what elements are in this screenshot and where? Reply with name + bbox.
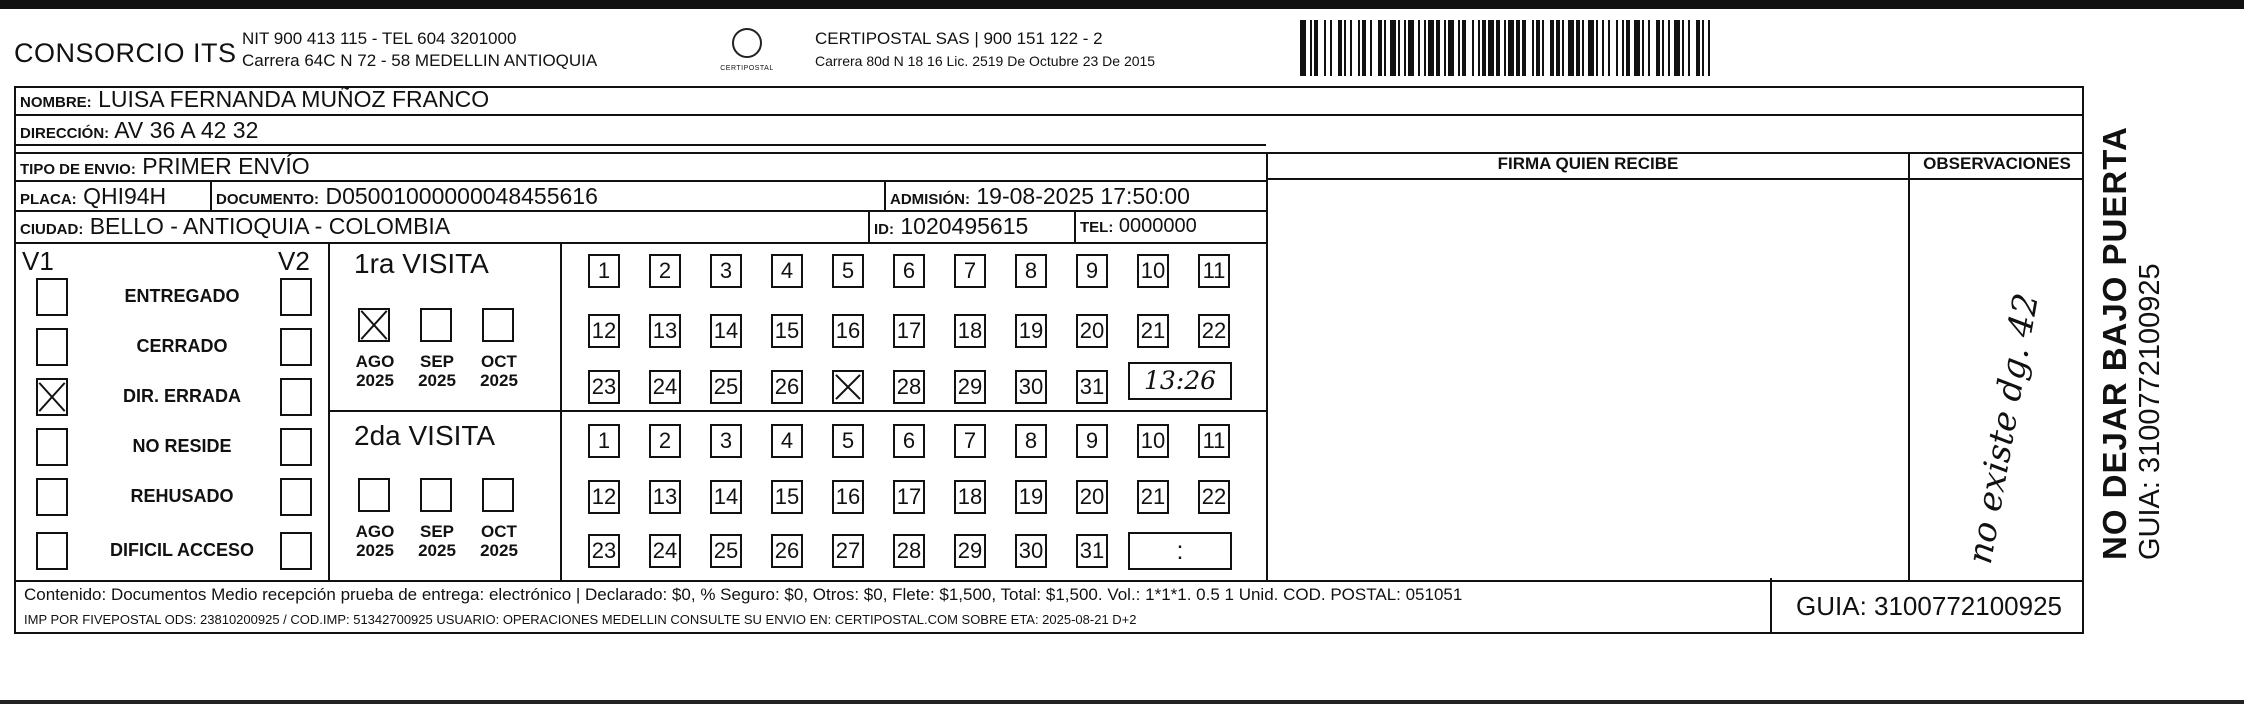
observaciones-header: OBSERVACIONES: [1923, 154, 2071, 173]
visit1-month-label: [346, 352, 404, 390]
carrier-info: [815, 28, 1155, 72]
documento-row: [216, 183, 598, 210]
visit2-day-box[interactable]: 4: [771, 424, 803, 458]
visit2-time: :: [1128, 532, 1232, 570]
row-divider: [14, 242, 1266, 244]
month-year: 2025: [356, 541, 394, 560]
status-label: DIR. ERRADA: [122, 386, 241, 406]
placa-label: PLACA:: [20, 191, 77, 208]
visit1-month-checkbox[interactable]: [358, 308, 390, 342]
month-name: AGO: [355, 352, 395, 371]
visit2-day-box[interactable]: 30: [1015, 534, 1047, 568]
visit1-day-box[interactable]: 1: [588, 254, 620, 288]
v2-checkbox[interactable]: [280, 328, 312, 366]
v1-checkbox[interactable]: [36, 378, 68, 416]
ciudad-value: BELLO - ANTIOQUIA - COLOMBIA: [89, 213, 451, 239]
visit2-day-box[interactable]: 2: [649, 424, 681, 458]
cell-divider: [884, 182, 886, 210]
visit2-day-box[interactable]: 9: [1076, 424, 1108, 458]
row-divider: [14, 114, 2084, 116]
visit1-day-box[interactable]: 9: [1076, 254, 1108, 288]
status-label: NO RESIDE: [132, 436, 232, 456]
row-divider: [14, 144, 1266, 146]
visit2-day-box[interactable]: 3: [710, 424, 742, 458]
visit2-day-box[interactable]: 10: [1137, 424, 1169, 458]
status-label: ENTREGADO: [124, 286, 240, 306]
visit2-day-box[interactable]: 29: [954, 534, 986, 568]
admision-value: 19-08-2025 17:50:00: [976, 183, 1190, 209]
visit1-day-box[interactable]: 18: [954, 314, 986, 348]
firma-header-divider: [1266, 178, 1908, 180]
visit2-day-box[interactable]: 14: [710, 480, 742, 514]
visit1-day-box[interactable]: 5: [832, 254, 864, 288]
documento-value: D05001000000048455616: [325, 183, 598, 209]
visit1-day-box[interactable]: 24: [649, 370, 681, 404]
visit2-day-box[interactable]: 24: [649, 534, 681, 568]
v2-checkbox[interactable]: [280, 428, 312, 466]
v1-checkbox[interactable]: [36, 328, 68, 366]
visit1-month-label: [408, 352, 466, 390]
visit1-day-box[interactable]: 11: [1198, 254, 1230, 288]
ciudad-row: [20, 213, 450, 240]
carrier-nit: CERTIPOSTAL SAS | 900 151 122 - 2: [815, 29, 1103, 48]
visit1-day-box[interactable]: 15: [771, 314, 803, 348]
barcode: [1300, 20, 1932, 76]
visit2-day-box[interactable]: 5: [832, 424, 864, 458]
visit1-day-box[interactable]: 26: [771, 370, 803, 404]
footer-imp: IMP POR FIVEPOSTAL ODS: 23810200925 / COD.IMP: 51342700925 USUARIO: OPERACIONES MEDELLIN CONSULTE SU ENVIO EN: CERTIPOSTAL.COM SOBRE ETA: 2025-08-21 D+2: [24, 612, 1137, 627]
tipo-row: [20, 153, 310, 180]
logo-caption: CERTIPOSTAL: [720, 65, 774, 72]
visit1-day-box[interactable]: 22: [1198, 314, 1230, 348]
company-nit: NIT 900 413 115 - TEL 604 3201000: [242, 29, 517, 48]
visit2-month-label: [408, 522, 466, 560]
visit1-day-box[interactable]: 16: [832, 314, 864, 348]
top-border: [0, 0, 2244, 9]
visit2-day-box[interactable]: 15: [771, 480, 803, 514]
nombre-value: LUISA FERNANDA MUÑOZ FRANCO: [98, 86, 490, 112]
v1-checkbox[interactable]: [36, 428, 68, 466]
v2-checkbox[interactable]: [280, 532, 312, 570]
nombre-label: NOMBRE:: [20, 94, 92, 111]
visit1-day-box[interactable]: 6: [893, 254, 925, 288]
month-name: OCT: [481, 522, 517, 541]
visit1-day-box[interactable]: 30: [1015, 370, 1047, 404]
side-warning: NO DEJAR BAJO PUERTA: [2096, 126, 2133, 560]
visit1-day-box[interactable]: 25: [710, 370, 742, 404]
visit2-day-box[interactable]: 17: [893, 480, 925, 514]
documento-label: DOCUMENTO:: [216, 191, 320, 208]
footer-contenido: Contenido: Documentos Medio recepción prueba de entrega: electrónico | Declarado: $0, % Seguro: $0, Otros: $0, Flete: $1,500, Total: $1,500. Vol.: 1*1*1. 0.5 1 Unid. COD. POSTAL: 051051: [24, 585, 1463, 604]
tel-label: TEL:: [1080, 219, 1114, 236]
cell-divider: [868, 210, 870, 242]
visit1-month-checkbox[interactable]: [420, 308, 452, 342]
visit2-day-box[interactable]: 7: [954, 424, 986, 458]
placa-value: QHI94H: [83, 183, 167, 209]
obs-header-divider: [1908, 178, 2084, 180]
firma-divider: [1266, 152, 1268, 580]
id-label: ID:: [874, 221, 894, 238]
visit1-day-box[interactable]: [832, 370, 864, 404]
visit2-day-box[interactable]: 12: [588, 480, 620, 514]
side-guia: GUIA: 3100772100925: [2134, 263, 2166, 560]
visit2-day-box[interactable]: 11: [1198, 424, 1230, 458]
visit1-day-box[interactable]: 23: [588, 370, 620, 404]
visit1-day-box[interactable]: 12: [588, 314, 620, 348]
visit1-day-box[interactable]: 28: [893, 370, 925, 404]
visit1-time: 13:26: [1128, 362, 1232, 400]
status-label: REHUSADO: [130, 486, 234, 506]
tel-value: 0000000: [1118, 215, 1197, 237]
visit1-title: 1ra VISITA: [354, 248, 489, 279]
visit2-month-label: [346, 522, 404, 560]
visit2-day-box[interactable]: 31: [1076, 534, 1108, 568]
month-year: 2025: [356, 371, 394, 390]
id-row: [874, 213, 1028, 240]
visit2-day-box[interactable]: 18: [954, 480, 986, 514]
row-divider: [14, 210, 1266, 212]
visit1-day-box[interactable]: 3: [710, 254, 742, 288]
cell-divider: [1074, 210, 1076, 242]
status-label: CERRADO: [136, 336, 228, 356]
firma-header: FIRMA QUIEN RECIBE: [1497, 154, 1679, 173]
visit1-month-checkbox[interactable]: [482, 308, 514, 342]
side-text: [2096, 126, 2167, 560]
visit1-day-box[interactable]: 7: [954, 254, 986, 288]
visit2-day-box[interactable]: 26: [771, 534, 803, 568]
visit1-day-box[interactable]: 17: [893, 314, 925, 348]
carrier-address: Carrera 80d N 18 16 Lic. 2519 De Octubre 23 De 2015: [815, 53, 1156, 69]
month-year: 2025: [418, 541, 456, 560]
visit2-day-box[interactable]: 25: [710, 534, 742, 568]
id-value: 1020495615: [900, 213, 1029, 239]
admision-row: [890, 183, 1190, 210]
visit1-day-box[interactable]: 20: [1076, 314, 1108, 348]
company-address: Carrera 64C N 72 - 58 MEDELLIN ANTIOQUIA: [242, 51, 598, 70]
month-name: SEP: [419, 522, 455, 541]
tel-row: [1080, 215, 1197, 238]
v1-checkbox[interactable]: [36, 532, 68, 570]
ciudad-label: CIUDAD:: [20, 221, 84, 238]
obs-divider: [1908, 152, 1910, 580]
certipostal-logo: [712, 28, 782, 78]
visit2-day-box[interactable]: 1: [588, 424, 620, 458]
months-divider: [560, 242, 562, 580]
month-year: 2025: [418, 371, 456, 390]
observation-note: no existe dg. 42: [1960, 290, 2047, 567]
v2-header: V2: [278, 246, 310, 276]
tipo-value: PRIMER ENVÍO: [142, 153, 310, 179]
visit2-day-box[interactable]: 8: [1015, 424, 1047, 458]
visit2-day-box[interactable]: 21: [1137, 480, 1169, 514]
direccion-row: [20, 117, 258, 144]
visit2-month-checkbox[interactable]: [482, 478, 514, 512]
visit1-month-label: [470, 352, 528, 390]
visit2-day-box[interactable]: 22: [1198, 480, 1230, 514]
footer-guia: GUIA: 3100772100925: [1770, 578, 2086, 634]
v2-checkbox[interactable]: [280, 278, 312, 316]
month-name: AGO: [355, 522, 395, 541]
visit2-month-checkbox[interactable]: [358, 478, 390, 512]
status-divider: [328, 242, 330, 580]
month-name: OCT: [481, 352, 517, 371]
nombre-row: [20, 86, 489, 113]
direccion-value: AV 36 A 42 32: [114, 117, 259, 143]
visit2-day-box[interactable]: 20: [1076, 480, 1108, 514]
visit2-day-box[interactable]: 19: [1015, 480, 1047, 514]
visit1-day-box[interactable]: 13: [649, 314, 681, 348]
tipo-label: TIPO DE ENVIO:: [20, 161, 136, 178]
admision-label: ADMISIÓN:: [890, 191, 970, 208]
visit2-title: 2da VISITA: [354, 420, 496, 451]
visit1-day-box[interactable]: 2: [649, 254, 681, 288]
visit1-day-box[interactable]: 10: [1137, 254, 1169, 288]
logo-icon: [732, 28, 762, 58]
row-divider: [14, 180, 1266, 182]
v1-header: V1: [22, 246, 54, 276]
placa-row: [20, 183, 166, 210]
v1-checkbox[interactable]: [36, 478, 68, 516]
company-name: CONSORCIO ITS: [14, 38, 237, 68]
visit-divider: [328, 410, 1266, 412]
v2-checkbox[interactable]: [280, 478, 312, 516]
visit2-day-box[interactable]: 13: [649, 480, 681, 514]
visit2-month-label: [470, 522, 528, 560]
month-year: 2025: [480, 371, 518, 390]
bottom-border: [0, 700, 2244, 704]
visit2-day-box[interactable]: 23: [588, 534, 620, 568]
visit1-day-box[interactable]: 8: [1015, 254, 1047, 288]
visit1-day-box[interactable]: 19: [1015, 314, 1047, 348]
company-info: [242, 28, 597, 72]
status-label: DIFICIL ACCESO: [109, 540, 254, 560]
visit2-day-box[interactable]: 28: [893, 534, 925, 568]
visit1-day-box[interactable]: 4: [771, 254, 803, 288]
visit2-day-box[interactable]: 16: [832, 480, 864, 514]
v1-checkbox[interactable]: [36, 278, 68, 316]
month-name: SEP: [419, 352, 455, 371]
barcode-bar: [1710, 20, 1714, 76]
direccion-label: DIRECCIÓN:: [20, 125, 110, 142]
visit1-day-box[interactable]: 21: [1137, 314, 1169, 348]
visit1-day-box[interactable]: 14: [710, 314, 742, 348]
v2-checkbox[interactable]: [280, 378, 312, 416]
month-year: 2025: [480, 541, 518, 560]
visit2-day-box[interactable]: 6: [893, 424, 925, 458]
visit1-day-box[interactable]: 29: [954, 370, 986, 404]
visit1-day-box[interactable]: 31: [1076, 370, 1108, 404]
visit2-day-box[interactable]: 27: [832, 534, 864, 568]
visit2-month-checkbox[interactable]: [420, 478, 452, 512]
cell-divider: [210, 182, 212, 210]
